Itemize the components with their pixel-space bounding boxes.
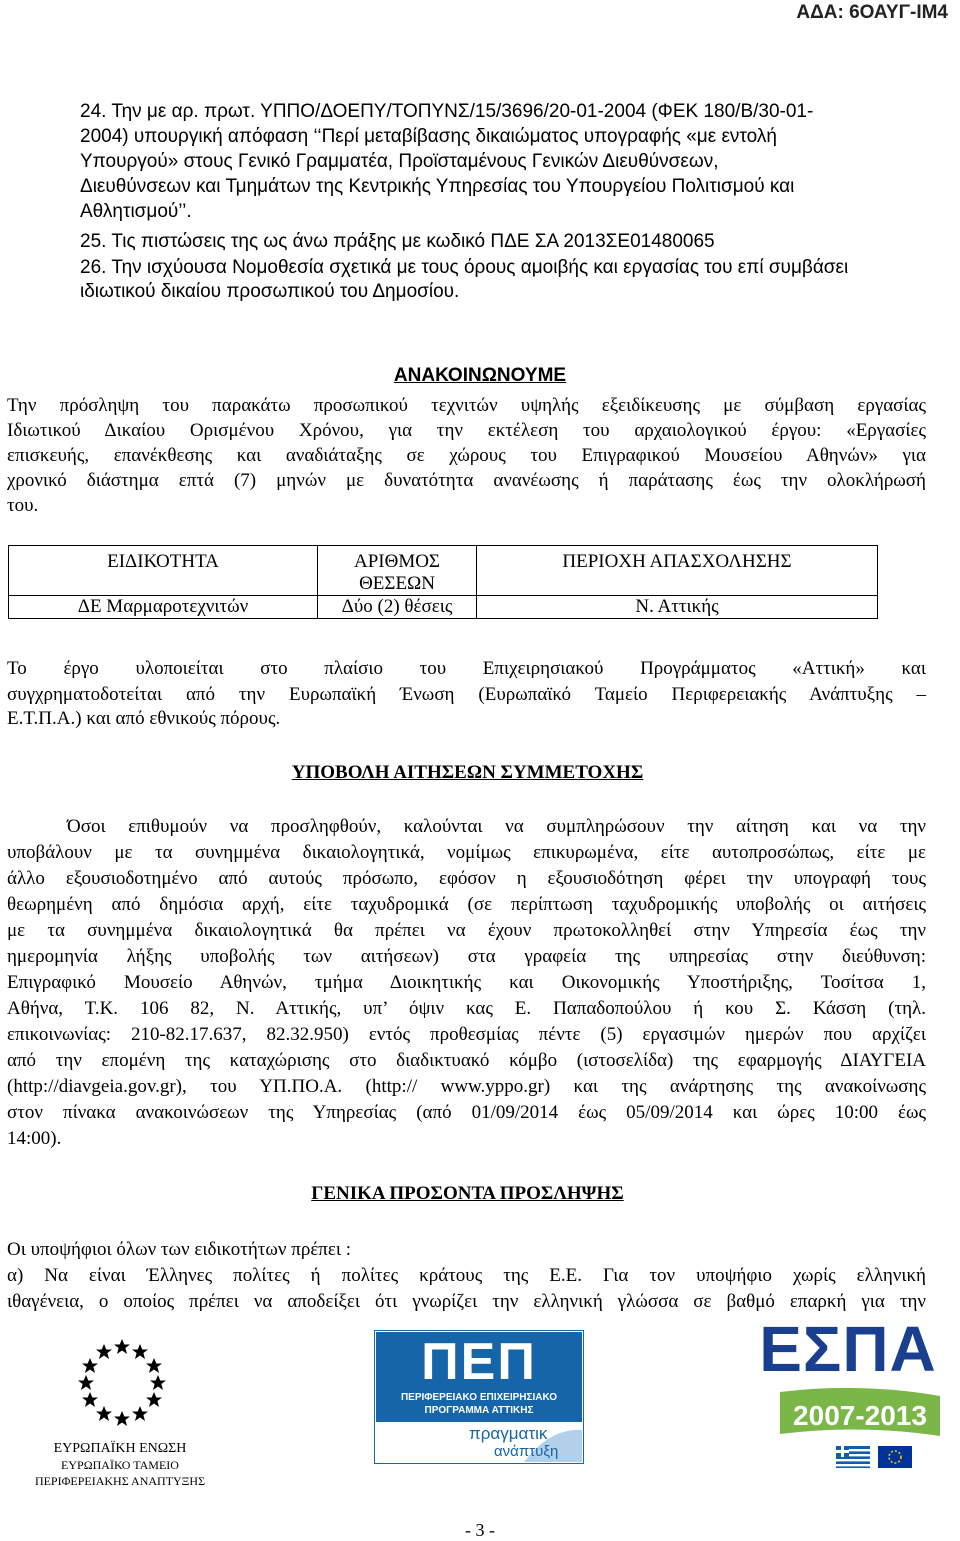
ada-code: ΑΔΑ: 6ΟΑΥΓ-ΙΜ4 bbox=[796, 2, 948, 23]
eu-stars-icon bbox=[68, 1337, 176, 1429]
table-header: ΠΕΡΙΟΧΗ ΑΠΑΣΧΟΛΗΣΗΣ bbox=[477, 546, 878, 596]
preamble-line: 2004) υπουργική απόφαση ‘‘Περί μεταβίβασης δικαιώματος υπογραφής «με εντολή bbox=[80, 126, 777, 147]
preamble-line: Αθλητισμού’’. bbox=[80, 201, 192, 222]
announce-line: Ιδιωτικού Δικαίου Ορισμένου Χρόνου, για την εκτέλεση του αρχαιολογικού έργου: «Εργασίες bbox=[7, 420, 926, 441]
espa-logo-text: ΕΣΠΑ bbox=[759, 1313, 937, 1385]
announce-line: Την πρόσληψη του παρακάτω προσωπικού τεχνιτών υψηλής εξειδίκευσης με σύμβαση εργασίας bbox=[7, 395, 926, 416]
table-cell: Δύο (2) θέσεις bbox=[318, 596, 477, 619]
specialty-table bbox=[8, 545, 878, 619]
requirements-intro: Οι υποψήφιοι όλων των ειδικοτήτων πρέπει : bbox=[7, 1239, 352, 1260]
applications-heading: ΥΠΟΒΟΛΗ ΑΙΤΗΣΕΩΝ ΣΥΜΜΕΤΟΧΗΣ bbox=[291, 762, 644, 783]
preamble-line: 25. Τις πιστώσεις της ως άνω πράξης με κωδικό ΠΔΕ ΣΑ 2013ΣΕ01480065 bbox=[80, 231, 715, 252]
announce-line: επισκευής, επανέκθεσης και αναδιάταξης σε χώρους του Επιγραφικού Μουσείου Αθηνών» για bbox=[7, 445, 926, 466]
announce-heading: ΑΝΑΚΟΙΝΩΝΟΥΜΕ bbox=[393, 365, 567, 386]
applications-line: ημερομηνία λήξης υποβολής των αιτήσεων) στα γραφεία της υπηρεσίας στην διεύθυνση: bbox=[7, 946, 926, 967]
requirements-heading: ΓΕΝΙΚΑ ΠΡΟΣΟΝΤΑ ΠΡΟΣΛΗΨΗΣ bbox=[311, 1183, 624, 1204]
page-number: - 3 - bbox=[465, 1520, 495, 1540]
applications-line: θεωρημένη από δημόσια αρχή, είτε ταχυδρομικά (σε περίπτωση ταχυδρομικής υποβολής οι αιτήσεις bbox=[7, 894, 926, 915]
applications-line: Όσοι επιθυμούν να προσληφθούν, καλούνται να συμπληρώσουν την αίτηση και να την bbox=[67, 816, 926, 837]
requirements-line: ιθαγένεια, ο οποίος πρέπει να αποδείξει ότι γνωρίζει την ελληνική γλώσσα σε βαθμό επαρκή για την bbox=[7, 1291, 926, 1312]
preamble-line: 24. Την με αρ. πρωτ. ΥΠΠΟ/ΔΟΕΠΥ/ΤΟΠΥΝΣ/15/3696/20-01-2004 (ΦΕΚ 180/Β/30-01- bbox=[80, 101, 814, 122]
eu-flag-logo bbox=[68, 1337, 176, 1429]
pep-slogan: πραγματικ bbox=[469, 1424, 548, 1443]
announce-line: του. bbox=[7, 495, 39, 516]
espa-logo bbox=[750, 1312, 946, 1472]
eu-fund-label: ΕΥΡΩΠΑΪΚΟ ΤΑΜΕΙΟ bbox=[61, 1458, 179, 1472]
applications-line: με τα συνημμένα δικαιολογητικά θα πρέπει να έχουν πρωτοκολληθεί στην Υπηρεσία έως την bbox=[7, 920, 926, 941]
table-header: ΕΙΔΙΚΟΤΗΤΑ bbox=[9, 546, 318, 596]
preamble-line: Διευθύνσεων και Τμημάτων της Κεντρικής Υπηρεσίας του Υπουργείου Πολιτισμού και bbox=[80, 176, 795, 197]
preamble-line: ιδιωτικού δικαίου προσωπικού του Δημοσίου. bbox=[80, 281, 460, 302]
applications-line: επικοινωνίας: 210-82.17.637, 82.32.950) εντός προθεσμίας πέντε (5) εργασιμών ημερών που αρχίζει bbox=[7, 1024, 926, 1045]
table-cell: Ν. Αττικής bbox=[477, 596, 878, 619]
applications-line: (http://diavgeia.gov.gr), του ΥΠ.ΠΟ.Α. (http:// www.yppo.gr) και της ανάρτησης της ανακοίνωσης bbox=[7, 1076, 926, 1097]
applications-line: 14:00). bbox=[7, 1128, 62, 1149]
eu-fund-label: ΠΕΡΙΦΕΡΕΙΑΚΗΣ ΑΝΑΠΤΥΞΗΣ bbox=[34, 1474, 206, 1488]
espa-years: 2007-2013 bbox=[793, 1400, 927, 1431]
funding-line: Το έργο υλοποιείται στο πλαίσιο του Επιχειρησιακού Προγράμματος «Αττική» και bbox=[7, 658, 926, 679]
applications-line: υποβάλουν με τα συνημμένα δικαιολογητικά, νομίμως επικυρωμένα, είτε αυτοπροσώπως, είτε με bbox=[7, 842, 926, 863]
eu-label: ΕΥΡΩΠΑΪΚΗ ΕΝΩΣΗ bbox=[53, 1441, 187, 1456]
announce-line: χρονικό διάστημα επτά (7) μηνών με δυνατότητα ανανέωσης ή παράτασης έως την ολοκλήρωσή bbox=[7, 470, 926, 491]
applications-line: από την επομένη της καταχώρισης στο διαδικτυακό κόμβο (ιστοσελίδα) της εφαρμογής ΔΙΑΥΓΕΙΑ bbox=[7, 1050, 926, 1071]
requirements-line: α) Να είναι Έλληνες πολίτες ή πολίτες κράτους της Ε.Ε. Για τον υποψήφιο χωρίς ελληνική bbox=[7, 1265, 926, 1286]
preamble-line: 26. Την ισχύουσα Νομοθεσία σχετικά με τους όρους αμοιβής και εργασίας του επί συμβάσει bbox=[80, 257, 849, 278]
pep-subtitle: ΠΕΡΙΦΕΡΕΙΑΚΟ ΕΠΙΧΕΙΡΗΣΙΑΚΟ bbox=[400, 1392, 558, 1403]
table-row bbox=[9, 596, 878, 619]
flags-icon bbox=[836, 1446, 946, 1468]
applications-line: Επιγραφικό Μουσείο Αθηνών, τμήμα Διοικητικής και Οικονομικής Υποστήριξης, Τοσίτσα 1, bbox=[7, 972, 926, 993]
applications-line: Αθήνα, Τ.Κ. 106 82, Ν. Αττικής, υπ’ όψιν κας Ε. Παπαδοπούλου ή κου Σ. Κάσση (τηλ. bbox=[7, 998, 926, 1019]
funding-line: Ε.Τ.Π.Α.) και από εθνικούς πόρους. bbox=[7, 708, 281, 729]
table-cell: ΔΕ Μαρμαροτεχνιτών bbox=[9, 596, 318, 619]
funding-line: συγχρηματοδοτείται από την Ευρωπαϊκή Ένωση (Ευρωπαϊκό Ταμείο Περιφερειακής Ανάπτυξης – bbox=[7, 684, 926, 705]
applications-line: άλλο εξουσιοδοτημένο από αυτούς πρόσωπο, εφόσον η εξουσιοδότηση φέρει την υπογραφή τους bbox=[7, 868, 926, 889]
applications-line: στον πίνακα ανακοινώσεων της Υπηρεσίας (από 01/09/2014 έως 05/09/2014 και ώρες 10:00 έως bbox=[7, 1102, 926, 1123]
pep-logo bbox=[374, 1330, 584, 1464]
preamble-line: Υπουργού» στους Γενικό Γραμματέα, Προϊσταμένους Γενικών Διευθύνσεων, bbox=[80, 151, 719, 172]
pep-logo-text: ΠΕΠ bbox=[421, 1333, 537, 1391]
pep-slogan: ανάπτυξη bbox=[494, 1443, 559, 1460]
table-header-row bbox=[9, 546, 878, 596]
table-header: ΑΡΙΘΜΟΣ ΘΕΣΕΩΝ bbox=[318, 546, 477, 596]
pep-subtitle: ΠΡΟΓΡΑΜΜΑ ΑΤΤΙΚΗΣ bbox=[424, 1405, 534, 1416]
